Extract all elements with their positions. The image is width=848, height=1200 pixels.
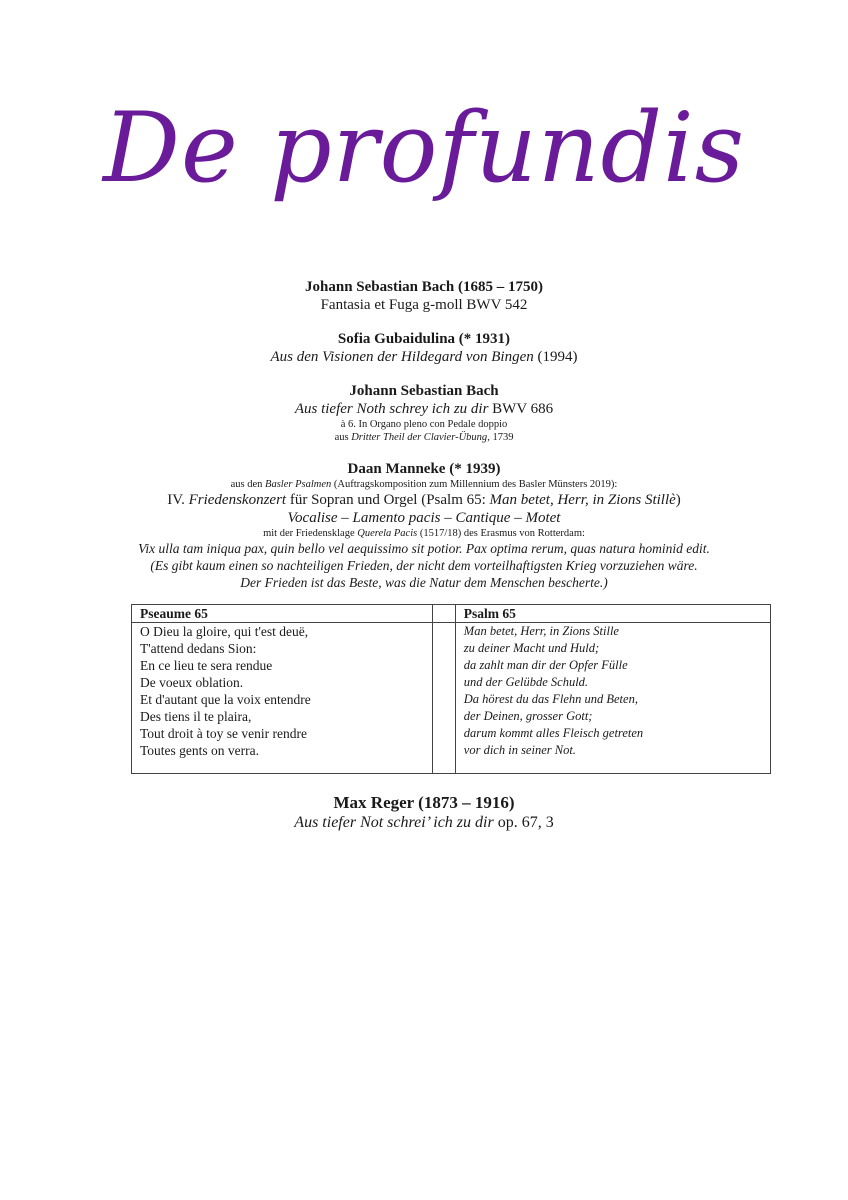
verse-line: Tout droit à toy se venir rendre (140, 726, 308, 741)
verse-line: Da hörest du das Flehn und Beten, (463, 692, 638, 706)
source-suffix: (Auftragskomposition zum Millennium des Basler Münsters 2019): (331, 479, 618, 490)
work-mid: für Sopran und Orgel (Psalm 65: (286, 492, 490, 508)
verse-line: De voeux oblation. (140, 675, 244, 690)
work-source (0, 478, 848, 491)
reference-suffix: (1517/18) des Erasmus von Rotterdam: (417, 528, 585, 539)
composer-name: Daan Manneke (* 1939) (347, 461, 501, 477)
work-catalog: BWV 686 (488, 401, 554, 417)
work-prefix: IV. (167, 492, 189, 508)
quote-latin: Vix ulla tam iniqua pax, quin bello vel aequissimo sit potior. Pax optima rerum, quas natura hominid edit. (138, 541, 710, 556)
work-title (0, 348, 848, 366)
verse-line: der Deinen, grosser Gott; (463, 709, 593, 723)
source-title: Dritter Theil der Clavier-Übung (351, 432, 488, 443)
program-item-bach-542 (0, 278, 848, 314)
verse-line: vor dich in seiner Not. (463, 743, 576, 757)
verse-line: O Dieu la gloire, qui t'est deuë, (140, 624, 309, 639)
composer-name: Johann Sebastian Bach (349, 383, 499, 399)
work-year: (1994) (533, 349, 578, 365)
psalm-header-german: Psalm 65 (455, 605, 770, 623)
program-item-gubaidulina (0, 330, 848, 366)
composer-name: Max Reger (1873 – 1916) (333, 793, 515, 812)
psalm-text-german (455, 623, 770, 774)
program-item-bach-686 (0, 382, 848, 444)
verse-line: En ce lieu te sera rendue (140, 658, 273, 673)
source-prefix: aus (334, 432, 352, 443)
column-spacer (432, 623, 455, 774)
work-title-italic: Aus tiefer Noth schrey ich zu dir (294, 401, 489, 417)
page-title: De profundis (102, 92, 746, 204)
work-title-italic: Aus den Visionen der Hildegard von Bingen (270, 349, 534, 365)
quote-german-2: Der Frieden ist das Beste, was die Natur dem Menschen bescherte.) (240, 575, 608, 590)
column-spacer (432, 605, 455, 623)
work-title-italic: Friedenskonzert (188, 492, 287, 508)
verse-line: darum kommt alles Fleisch getreten (463, 726, 644, 740)
work-title-italic: Aus tiefer Not schrei’ ich zu dir (294, 814, 494, 831)
verse-line: zu deiner Macht und Huld; (463, 641, 600, 655)
psalm-table (131, 604, 771, 774)
work-title (0, 400, 848, 418)
verse-line: Et d'autant que la voix entendre (140, 692, 311, 707)
quote-german-1: (Es gibt kaum einen so nachteiligen Frieden, der nicht dem vorteilhaftigsten Krieg vorzuziehen wäre. (150, 558, 698, 573)
work-title (0, 813, 848, 833)
composer-name: Johann Sebastian Bach (1685 – 1750) (305, 279, 543, 295)
reference-prefix: mit der Friedensklage (263, 528, 358, 539)
reference-title: Querela Pacis (357, 528, 418, 539)
work-opus: op. 67, 3 (493, 814, 554, 831)
verse-line: Des tiens il te plaira, (140, 709, 252, 724)
verse-line: T'attend dedans Sion: (140, 641, 257, 656)
reference (0, 527, 848, 540)
work-title: Fantasia et Fuga g-moll BWV 542 (320, 297, 528, 313)
verse-line: Toutes gents on verra. (140, 743, 260, 758)
program-item-manneke (0, 460, 848, 591)
work-suffix: ) (675, 492, 681, 508)
verse-line: und der Gelübde Schuld. (463, 675, 589, 689)
program-item-reger (0, 792, 848, 833)
psalm-incipit: Man betet, Herr, in Zions Stillè (489, 492, 676, 508)
verse-line: da zahlt man dir der Opfer Fülle (463, 658, 628, 672)
work-note: à 6. In Organo pleno con Pedale doppio (340, 419, 508, 430)
composer-name: Sofia Gubaidulina (* 1931) (337, 331, 511, 347)
movements: Vocalise – Lamento pacis – Cantique – Motet (287, 510, 561, 526)
verse-line: Man betet, Herr, in Zions Stille (463, 624, 619, 638)
psalm-header-french: Pseaume 65 (132, 605, 433, 623)
program-list (0, 278, 848, 591)
work-title (0, 491, 848, 509)
source-prefix: aus den (230, 479, 266, 490)
work-source (0, 431, 848, 444)
source-title: Basler Psalmen (265, 479, 332, 490)
psalm-text-french (132, 623, 433, 774)
source-year: , 1739 (487, 432, 514, 443)
